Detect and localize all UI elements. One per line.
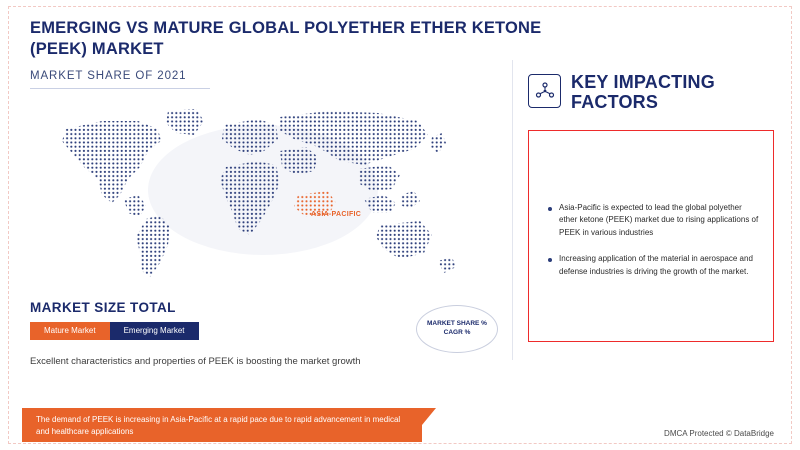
bottom-banner-tail	[422, 408, 436, 442]
bullet-icon	[548, 207, 552, 211]
key-factor-text: Increasing application of the material in aerospace and defense industries is driving the growth of the market.	[559, 254, 753, 276]
page-title: EMERGING VS MATURE GLOBAL POLYETHER ETHER KETONE (PEEK) MARKET	[30, 19, 542, 59]
cagr-bubble-line2: CAGR %	[443, 329, 471, 336]
title-underline	[30, 88, 210, 89]
key-factor-text: Asia-Pacific is expected to lead the global polyether ether ketone (PEEK) market due to rising applications of PEEK in various industries	[559, 203, 759, 237]
cagr-bubble	[416, 305, 498, 353]
market-note: Excellent characteristics and properties of PEEK is boosting the market growth	[30, 356, 361, 367]
title-block	[30, 18, 550, 89]
key-factors-header	[528, 72, 800, 112]
bottom-banner: The demand of PEEK is increasing in Asia-Pacific at a rapid pace due to rapid advancement in medical and healthcare applications	[22, 408, 422, 442]
network-nodes-icon	[528, 74, 561, 108]
list-item	[548, 202, 760, 239]
list-item	[548, 253, 760, 278]
world-map	[28, 95, 498, 285]
page-subtitle: MARKET SHARE OF 2021	[30, 70, 187, 83]
key-factors-title: KEY IMPACTING FACTORS	[571, 72, 715, 113]
legend-item-mature: Mature Market	[30, 322, 110, 340]
legend-item-emerging: Emerging Market	[110, 322, 199, 340]
bullet-icon	[548, 258, 552, 262]
cagr-bubble-line1: MARKET SHARE %	[427, 320, 487, 328]
map-region-label: ASIA-PACIFIC	[311, 211, 362, 218]
market-legend	[30, 322, 199, 340]
dotted-world-map-svg	[28, 95, 498, 285]
key-factors-list	[548, 202, 760, 292]
panel-divider	[512, 60, 513, 360]
market-size-heading: MARKET SIZE TOTAL	[30, 300, 176, 315]
footer-credit: DMCA Protected © DataBridge	[664, 429, 774, 438]
